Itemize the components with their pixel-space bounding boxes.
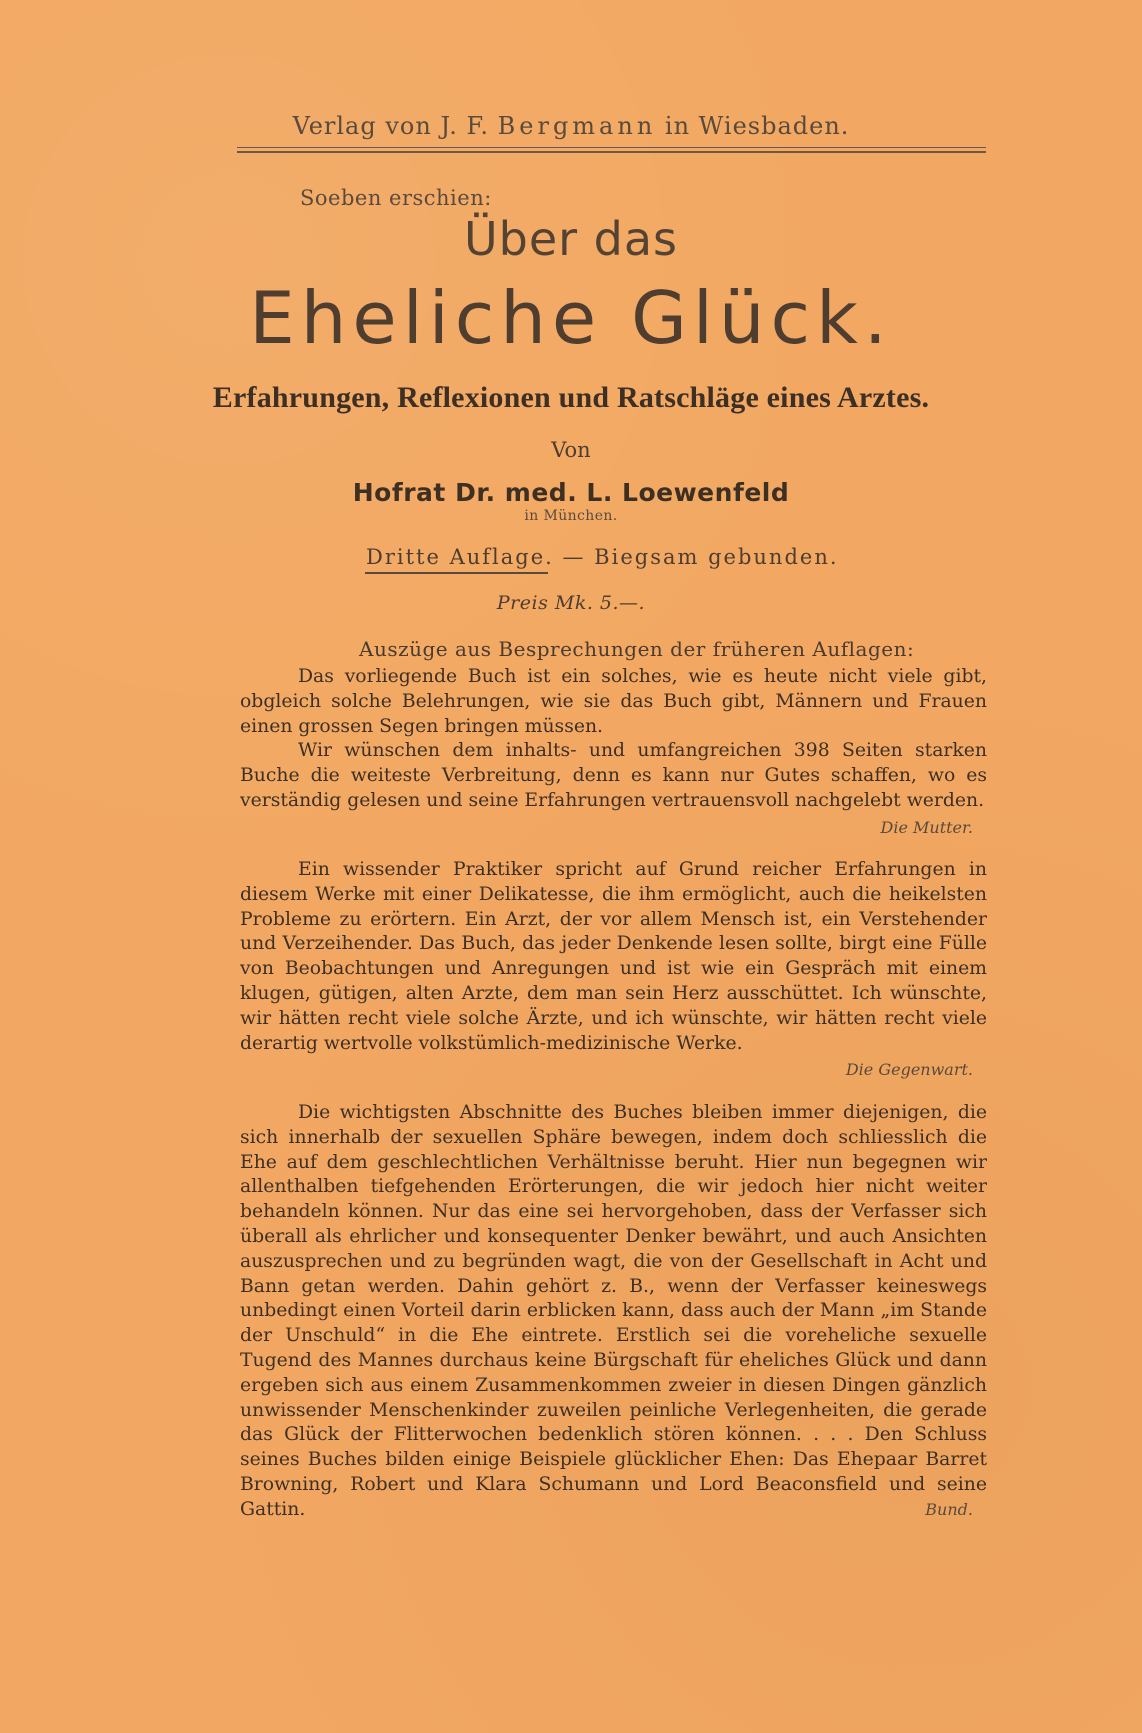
publisher-suffix: in Wiesbaden. <box>656 112 850 140</box>
review-source: Die Mutter. <box>880 817 973 837</box>
book-title-main: Eheliche Glück. <box>249 276 893 360</box>
book-subtitle: Erfahrungen, Reflexionen und Ratschläge eines Arztes. <box>212 381 930 414</box>
review-excerpts-heading: Auszüge aus Besprechungen der früheren Auflagen: <box>359 637 915 661</box>
author-location: in München. <box>524 508 618 524</box>
review-die-mutter <box>240 665 987 841</box>
review-source: Die Gegenwart. <box>845 1060 973 1080</box>
edition-label: Dritte Auflage. <box>366 545 554 569</box>
publisher-prefix: Verlag von J. F. <box>292 112 498 140</box>
header-rule-bottom <box>237 151 986 153</box>
by-label: Von <box>551 438 591 462</box>
review-source: Bund. <box>925 1499 973 1519</box>
review-bund <box>240 1101 987 1523</box>
edition-line <box>366 545 839 569</box>
book-title-upper: Über das <box>463 212 679 266</box>
review-text: Die wichtigsten Abschnitte des Buches bleiben immer diejenigen, die sich innerhalb der sexuellen Sphäre bewegen, indem doch schliesslich die Ehe auf dem geschlechtlichen Verhältnisse beruht. Hier nun begegnen wir allenthalben tiefgehenden Erörterungen, die wir jedoch hier nicht weiter behandeln können. Nur das eine sei hervorgehoben, dass der Verfasser sich überall als ehrlicher und konsequenter Denker bewährt, und auch Ansichten auszusprechen und zu begründen wagt, die von der Gesellschaft in Acht und Bann getan werden. Dahin gehört z. B., wenn der Verfasser keineswegs unbedingt einen Vorteil darin erblicken kann, dass auch der Mann „im Stande der Unschuld“ in die Ehe eintrete. Erstlich sei die voreheliche sexuelle Tugend des Mannes durchaus keine Bürgschaft für eheliches Glück und dann ergeben sich aus einem Zusammenkommen zweier in diesen Dingen gänzlich unwissender Menschenkinder zuweilen peinliche Verlegenheiten, die gerade das Glück der Flitterwochen bedenklich stören können. . . . Den Schluss seines Buches bilden einige Beispiele glücklicher Ehen: Das Ehepaar Barret Browning, Robert und Klara Schumann und Lord Beaconsfield und seine Gattin. <box>240 1102 987 1520</box>
header-rule-top <box>237 147 986 148</box>
review-die-gegenwart <box>240 858 987 1083</box>
edition-underline <box>365 572 548 574</box>
review-paragraph: Wir wünschen dem inhalts- und umfangreichen 398 Seiten starken Buche die weiteste Verbreitung, denn es kann nur Gutes schaffen, wo es verständig gelesen und seine Erfahrungen vertrauensvoll nachgelebt werden. <box>240 740 987 811</box>
review-paragraph: Das vorliegende Buch ist ein solches, wie es heute nicht viele gibt, obgleich solche Belehrungen, wie sie das Buch gibt, Männern und Frauen einen grossen Segen bringen müssen. <box>240 666 987 737</box>
binding-label: — Biegsam gebunden. <box>553 545 839 569</box>
review-paragraph <box>240 1101 987 1523</box>
publisher-line <box>0 112 1142 140</box>
publisher-name: Bergmann <box>497 112 657 140</box>
price: Preis Mk. 5.—. <box>496 592 646 614</box>
review-paragraph: Ein wissender Praktiker spricht auf Grund reicher Erfahrungen in diesem Werke mit einer Delikatesse, die ihm ermöglicht, auch die heikelsten Probleme zu erörtern. Ein Arzt, der vor allem Mensch ist, ein Verstehender und Verzeihender. Das Buch, das jeder Denkende lesen sollte, birgt eine Fülle von Beobachtungen und Anregungen und ist wie ein Gespräch mit einem klugen, gütigen, alten Arzte, dem man sein Herz ausschüttet. Ich wünschte, wir hätten recht viele solche Ärzte, und ich wünschte, wir hätten recht viele derartig wertvolle volkstümlich-medizinische Werke. <box>240 859 987 1054</box>
just-published-note: Soeben erschien: <box>300 186 492 210</box>
author-name: Hofrat Dr. med. L. Loewenfeld <box>352 478 790 507</box>
